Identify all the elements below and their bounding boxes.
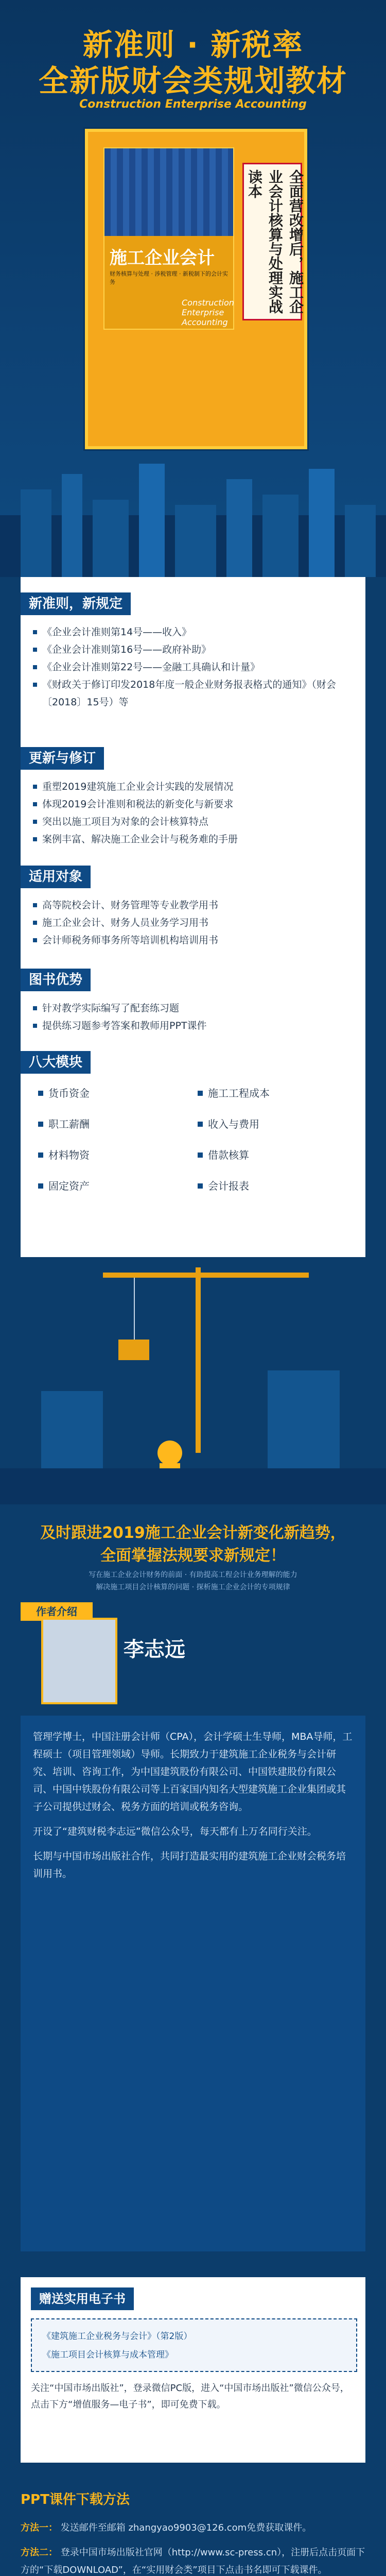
vertical-quote-box	[242, 163, 302, 320]
ppt-methods	[21, 2519, 365, 2576]
section-head-modules: 八大模块	[21, 1051, 91, 1074]
section-head-updates: 更新与修订	[21, 747, 104, 770]
standards-list	[31, 623, 350, 711]
hero-title-line1: 新准则 · 新税率	[82, 27, 304, 62]
bio-paragraph: 管理学博士，中国注册会计师（CPA），会计学硕士生导师，MBA导师，工程硕士（项目管理领域）导师。长期致力于建筑施工企业税务与会计研究、培训、咨询工作，为中国建筑股份有限公司、中国铁建股份有限公司、中国中铁股份有限公司等上百家国内知名大型建筑施工企业集团或其子公司提供过财会、税务方面的培训或税务咨询。	[33, 1731, 353, 1812]
list-item: 会计师税务师事务所等培训机构培训用书	[31, 931, 350, 949]
book-cover	[103, 147, 234, 330]
book-showcase	[85, 129, 307, 449]
module-cell: 借款核算	[196, 1146, 362, 1164]
updates-list	[31, 778, 350, 848]
module-cell: 职工薪酬	[36, 1115, 203, 1133]
author-name: 李志远	[124, 1638, 185, 1662]
hero-title-line2: 全新版财会类规划教材	[38, 63, 347, 98]
section-head-standards: 新准则，新规定	[21, 592, 131, 615]
slogan-line1: 及时跟进2019施工企业会计新变化新趋势，	[40, 1524, 346, 1542]
module-cell: 固定资产	[36, 1177, 203, 1195]
list-item: 提供练习题参考答案和教师用PPT课件	[31, 1017, 350, 1035]
features-list	[31, 999, 350, 1035]
gift-head: 赠送实用电子书	[31, 2287, 134, 2310]
gift-instructions: 关注“中国市场出版社”，登录微信PC版，进入“中国市场出版社”微信公众号，点击下方“增值服务—电子书”，即可免费下载。	[31, 2383, 349, 2410]
gift-ebook-2: 《施工项目会计核算与成本管理》	[42, 2350, 173, 2360]
section-head-audience: 适用对象	[21, 866, 91, 888]
audience-list	[31, 896, 350, 949]
gift-ebook-box	[31, 2318, 357, 2372]
slogan-note-2: 解决施工项目会计核算的问题 · 探析施工企业会计的专项规律	[96, 1583, 290, 1591]
gift-ebook-1: 《建筑施工企业税务与会计》（第2版）	[42, 2331, 192, 2342]
ppt-head: PPT课件下载方法	[21, 2492, 130, 2507]
list-item: 体现2019会计准则和税法的新变化与新要求	[31, 795, 350, 813]
ppt-download-section	[21, 2488, 365, 2576]
ppt-method1-title: 方法一：	[21, 2522, 58, 2533]
list-item: 突出以施工项目为对象的会计核算特点	[31, 813, 350, 831]
module-cell: 收入与费用	[196, 1115, 362, 1133]
book-info-panel	[21, 577, 365, 1257]
list-item: 针对教学实际编写了配套练习题	[31, 999, 350, 1017]
vertical-quote: 全面营改增后，施工企业会计核算与处理实战读本	[246, 170, 304, 314]
list-item: 《企业会计准则第14号——收入》	[31, 623, 350, 641]
slogan-line2: 全面掌握法规要求新规定！	[100, 1547, 286, 1565]
list-item: 《企业会计准则第22号——金融工具确认和计量》	[31, 658, 350, 676]
author-tag: 作者介绍	[21, 1602, 93, 1621]
hero-banner	[0, 0, 386, 577]
modules-grid	[36, 1084, 350, 1239]
list-item: 施工企业会计、财务人员业务学习用书	[31, 914, 350, 931]
slogan-note-1: 写在施工企业会计财务的前面 · 有助提高工程会计业务理解的能力	[89, 1571, 297, 1579]
book-cover-image	[104, 148, 233, 236]
list-item: 重塑2019建筑施工企业会计实践的发展情况	[31, 778, 350, 795]
module-cell: 会计报表	[196, 1177, 362, 1195]
list-item: 案例丰富、解决施工企业会计与税务难的手册	[31, 831, 350, 848]
bio-paragraph: 长期与中国市场出版社合作，共同打造最实用的建筑施工企业财会税务培训用书。	[33, 1851, 346, 1879]
hero-subtitle: Construction Enterprise Accounting	[79, 98, 307, 111]
gift-ebook-section	[21, 2277, 365, 2463]
ppt-method2-title: 方法二：	[21, 2547, 58, 2558]
book-cover-title: 施工企业会计	[110, 248, 215, 268]
list-item: 《企业会计准则第16号——政府补助》	[31, 641, 350, 658]
author-photo	[41, 1618, 117, 1704]
bio-paragraph: 开设了“建筑财税李志远”微信公众号，每天都有上万名同行关注。	[33, 1826, 317, 1837]
construction-scene-illustration	[0, 1257, 386, 1504]
book-cover-en: Construction Enterprise Accounting	[182, 298, 234, 327]
ppt-method2: 登录中国市场出版社官网（http://www.sc-press.cn），注册后点击页面下方的“下载DOWNLOAD”，在“实用财会类”项目下点击书名即可下载课件。	[21, 2547, 365, 2575]
city-skyline-illustration	[0, 453, 386, 577]
section-head-features: 图书优势	[21, 969, 91, 991]
module-cell: 施工工程成本	[196, 1084, 362, 1102]
list-item: 《财政关于修订印发2018年度一般企业财务报表格式的通知》（财会〔2018〕15号）等	[31, 676, 350, 711]
module-cell: 货币资金	[36, 1084, 203, 1102]
book-cover-meta: 财务核算与处理 · 涉税管理 · 新税制下的会计实务	[110, 270, 228, 285]
author-bio	[21, 1716, 365, 2251]
list-item: 高等院校会计、财务管理等专业教学用书	[31, 896, 350, 914]
ppt-method1: 发送邮件至邮箱 zhangyao9903@126.com免费获取课件。	[60, 2522, 312, 2533]
module-cell: 材料物资	[36, 1146, 203, 1164]
